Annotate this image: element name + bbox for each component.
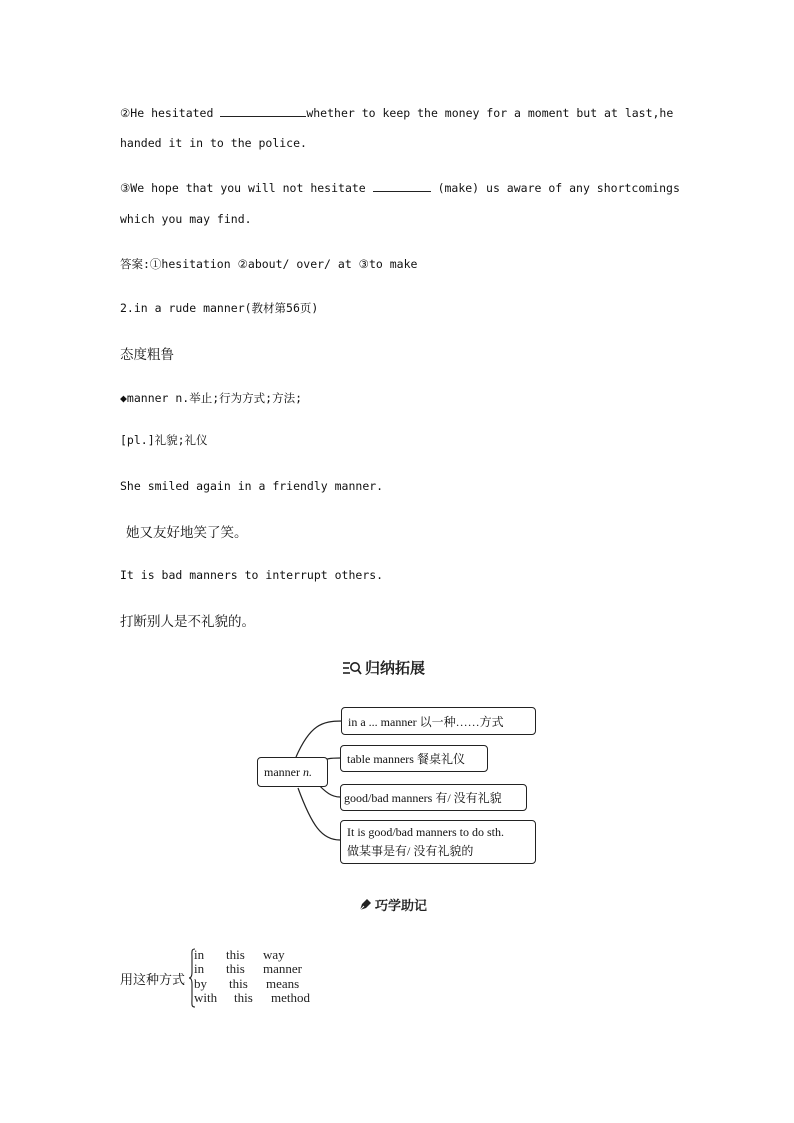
question-2-suffix: whether to keep the money for a moment but at last,he xyxy=(306,106,674,120)
question-2-line-1 xyxy=(120,105,673,120)
question-3-line-2: which you may find. xyxy=(120,212,252,226)
root-part-of-speech: n. xyxy=(302,764,312,779)
branch-good-bad-manners-to-do: It is good/bad manners to do sth. 做某事是有/ 没有礼貌的 xyxy=(340,820,536,864)
pen-nib-icon xyxy=(358,898,372,912)
item-2-definition-1: ◆manner n.举止;行为方式;方法; xyxy=(120,391,303,405)
item-2-heading: 2.in a rude manner(教材第56页) xyxy=(120,301,319,315)
memory-label: 用这种方式 xyxy=(120,973,186,988)
answer-line: 答案:①hesitation ②about/ over/ at ③to make xyxy=(120,257,418,271)
memory-row: by this means xyxy=(194,975,300,991)
branch-good-bad-manners: good/bad manners 有/ 没有礼貌 xyxy=(340,784,527,811)
question-3-suffix: (make) us aware of any shortcomings xyxy=(430,181,680,195)
item-2-meaning: 态度粗鲁 xyxy=(120,347,174,363)
memory-title-text: 巧学助记 xyxy=(375,899,428,914)
question-2-prefix: ②He hesitated xyxy=(120,106,221,120)
memory-row: with this method xyxy=(194,990,310,1006)
example-1-chinese: 她又友好地笑了笑。 xyxy=(126,525,248,541)
branch-table-manners: table manners 餐桌礼仪 xyxy=(340,745,488,772)
question-3-prefix: ③We hope that you will not hesitate xyxy=(120,181,373,195)
root-node xyxy=(257,757,328,787)
answer-blank xyxy=(220,105,306,117)
magnifier-list-icon xyxy=(342,660,362,676)
question-2-line-2: handed it in to the police. xyxy=(120,136,307,150)
answer-blank xyxy=(373,180,431,192)
memory-title xyxy=(358,895,427,914)
example-2-english: It is bad manners to interrupt others. xyxy=(120,568,384,582)
expansion-title-text: 归纳拓展 xyxy=(365,659,426,677)
memory-rows xyxy=(194,948,310,1006)
branch-in-a-manner: in a ... manner 以一种……方式 xyxy=(341,707,536,735)
memory-row: in this way xyxy=(194,947,285,962)
item-2-definition-2: [pl.]礼貌;礼仪 xyxy=(120,433,208,447)
expansion-title xyxy=(342,657,425,678)
memory-row: in this manner xyxy=(194,961,302,977)
example-1-english: She smiled again in a friendly manner. xyxy=(120,479,384,493)
question-3-line-1 xyxy=(120,180,680,195)
root-word: manner xyxy=(264,764,300,779)
example-2-chinese: 打断别人是不礼貌的。 xyxy=(120,614,255,630)
